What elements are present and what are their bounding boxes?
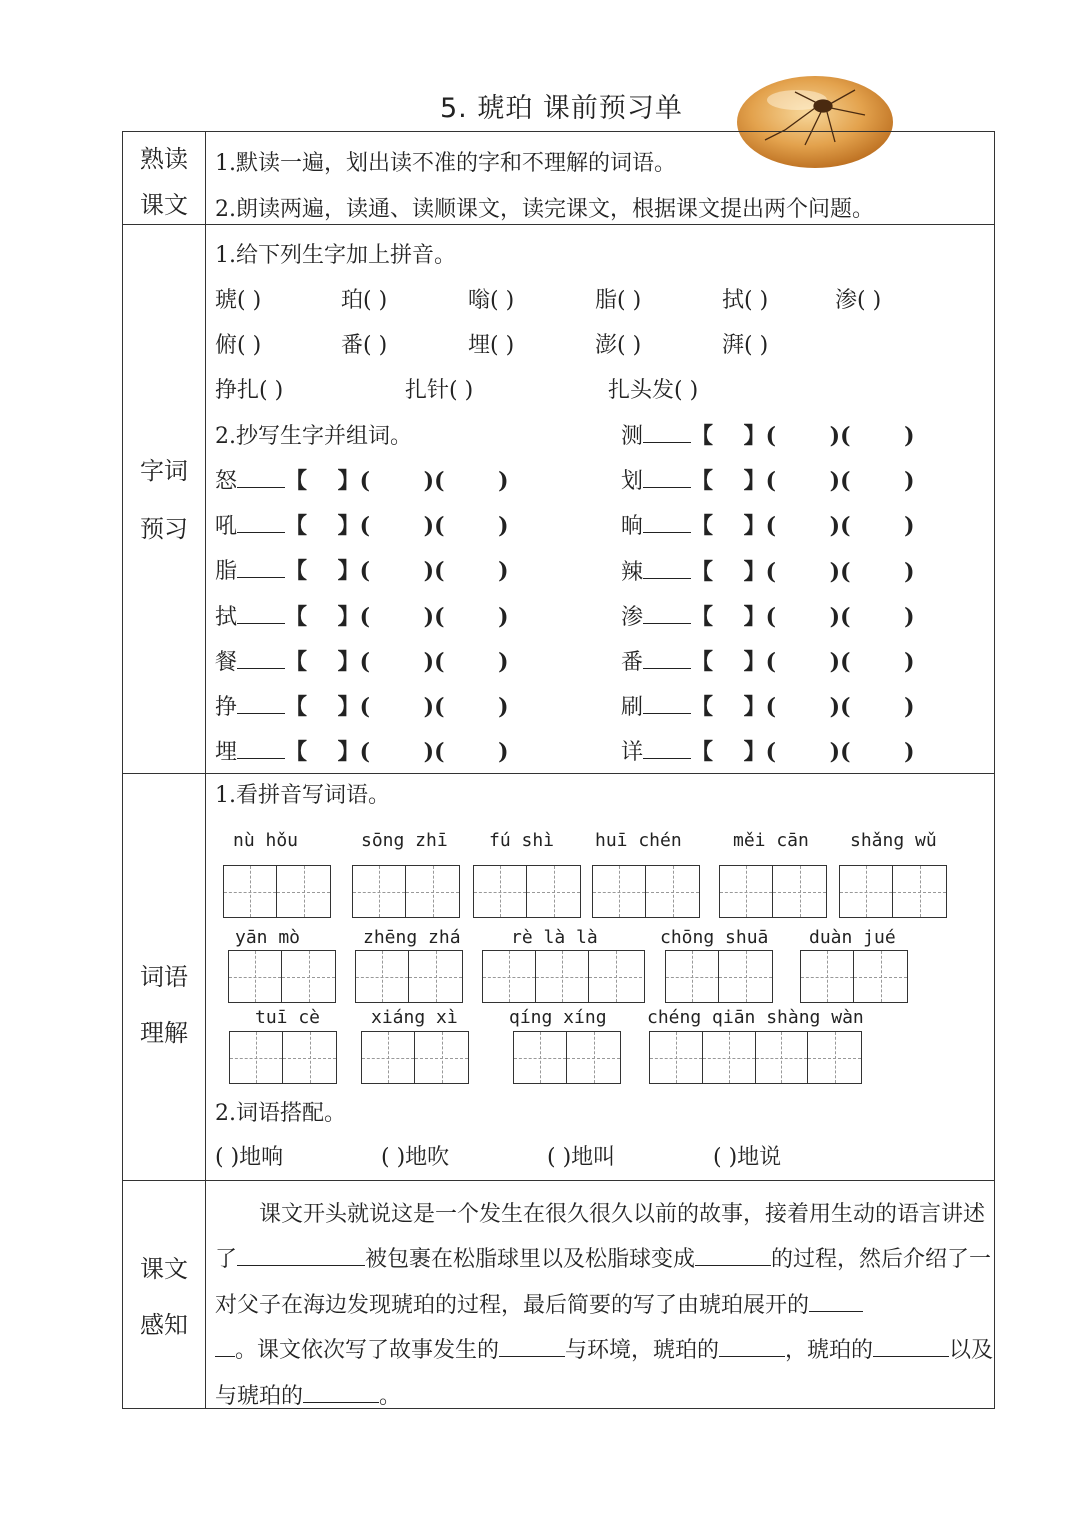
pinyin-item: 埋( ) [468, 333, 515, 358]
copy-word-row-right [621, 690, 915, 721]
copy-word-row-right [621, 645, 915, 676]
pinyin-item: 琥( ) [215, 288, 262, 313]
copy-blank[interactable] [643, 558, 691, 579]
pinyin-task-title: 1.给下列生字加上拼音。 [215, 243, 456, 268]
pinyin-label: zhēng zhá [363, 927, 461, 948]
character: 测 [621, 424, 644, 449]
blank-line[interactable] [303, 1382, 379, 1403]
section-label-vocab-2: 预习 [140, 515, 188, 543]
copy-blank[interactable] [237, 648, 285, 669]
writing-box[interactable] [361, 1031, 469, 1084]
copy-blank[interactable] [643, 422, 691, 443]
pinyin-item-zha-2: 扎针( ) [405, 378, 474, 403]
copy-blank[interactable] [237, 738, 285, 759]
matching-item: ( )地说 [713, 1145, 782, 1170]
pinyin-and-word-blanks[interactable]: 【 】( )( ) [691, 694, 915, 721]
copy-word-row-right [621, 509, 915, 540]
copy-blank[interactable] [237, 512, 285, 533]
writing-box[interactable] [473, 865, 581, 918]
text-segment: ，琥珀的 [785, 1338, 874, 1363]
pinyin-label: tuī cè [255, 1007, 321, 1028]
copy-word-row-left [215, 600, 509, 631]
pinyin-label: huī chén [595, 830, 682, 851]
pinyin-label: sōng zhī [361, 830, 448, 851]
character: 脂 [215, 559, 238, 585]
matching-item: ( )地响 [215, 1145, 284, 1170]
pinyin-and-word-blanks[interactable]: 【 】( )( ) [691, 513, 915, 540]
copy-blank[interactable] [237, 693, 285, 714]
pinyin-item: 嗡( ) [468, 288, 515, 313]
copy-word-row-right [621, 735, 915, 766]
comprehension-line-3 [215, 1288, 863, 1319]
section-label-text-2: 感知 [140, 1311, 188, 1339]
pinyin-item-zha-1: 挣扎( ) [215, 378, 284, 403]
pinyin-item: 渗( ) [835, 288, 882, 313]
pinyin-label: qíng xíng [509, 1007, 607, 1028]
pinyin-and-word-blanks[interactable]: 【 】( )( ) [691, 603, 915, 630]
pinyin-label: rè là là [511, 927, 598, 948]
copy-blank[interactable] [643, 512, 691, 533]
row-divider [123, 1180, 994, 1181]
character: 渗 [621, 604, 644, 630]
pinyin-label: xiáng xì [371, 1007, 458, 1028]
copy-word-row-right [621, 600, 915, 631]
text-segment: 对父子在海边发现琥珀的过程，最后简要的写了由琥珀展开的 [215, 1293, 810, 1318]
copy-blank[interactable] [237, 603, 285, 624]
preview-table [122, 131, 995, 1409]
section-label-words-2: 理解 [140, 1019, 188, 1047]
section-label-reading-2: 课文 [140, 191, 188, 219]
pinyin-label: yān mò [235, 927, 301, 948]
copy-word-row-left [215, 735, 509, 766]
copy-blank[interactable] [643, 738, 691, 759]
character: 晌 [621, 514, 644, 540]
pinyin-item: 番( ) [341, 333, 388, 358]
copy-blank[interactable] [643, 467, 691, 488]
row-divider [123, 773, 994, 774]
section-label-vocab-1: 字词 [140, 457, 188, 485]
text-segment: 。课文依次写了故事发生的 [235, 1338, 500, 1363]
copy-word-row-right [621, 464, 915, 495]
pinyin-label: chéng qiān shàng wàn [647, 1007, 864, 1028]
matching-item: ( )地叫 [547, 1145, 616, 1170]
text-segment: 的过程，然后介绍了一 [771, 1247, 992, 1272]
writing-box[interactable] [352, 865, 460, 918]
pinyin-label: nù hǒu [233, 830, 299, 851]
pinyin-item: 脂( ) [595, 288, 642, 313]
matching-task-title: 2.词语搭配。 [215, 1101, 346, 1126]
text-segment: 与环境，琥珀的 [565, 1338, 720, 1363]
writing-box[interactable] [482, 950, 645, 1003]
pinyin-and-word-blanks[interactable]: 【 】( )( ) [691, 739, 915, 766]
writing-box[interactable] [223, 865, 331, 918]
pinyin-words-task-title: 1.看拼音写词语。 [215, 783, 390, 808]
copy-word-row-left [215, 464, 509, 495]
comprehension-line-5 [215, 1379, 401, 1410]
section-label-text-1: 课文 [140, 1255, 188, 1283]
pinyin-and-word-blanks[interactable]: 【 】( )( ) [691, 423, 915, 449]
copy-word-row-left [215, 645, 509, 676]
character: 划 [621, 469, 644, 495]
pinyin-and-word-blanks[interactable]: 【 】( )( ) [285, 558, 509, 585]
character: 番 [621, 650, 644, 675]
text-segment: 。 [379, 1384, 402, 1409]
pinyin-label: fú shì [489, 830, 555, 851]
copy-blank[interactable] [643, 603, 691, 624]
blank-line[interactable] [237, 1245, 365, 1266]
blank-line[interactable] [695, 1245, 771, 1266]
row-divider [123, 224, 994, 225]
pinyin-item-zha-3: 扎头发( ) [608, 378, 699, 403]
pinyin-and-word-blanks[interactable]: 【 】( )( ) [285, 739, 509, 766]
copy-blank[interactable] [643, 693, 691, 714]
blank-line[interactable] [873, 1336, 949, 1357]
blank-line[interactable] [215, 1336, 235, 1357]
page-title: 5. 琥珀 课前预习单 [440, 93, 683, 124]
pinyin-and-word-blanks[interactable]: 【 】( )( ) [285, 648, 509, 675]
character: 详 [621, 740, 644, 766]
character: 吼 [215, 514, 238, 540]
pinyin-label: měi cān [733, 830, 809, 851]
text-segment: 被包裹在松脂球里以及松脂球变成 [365, 1247, 696, 1272]
reading-task-1: 1.默读一遍，划出读不准的字和不理解的词语。 [215, 151, 676, 176]
section-label-reading-1: 熟读 [140, 145, 188, 173]
character: 怒 [215, 469, 238, 494]
pinyin-and-word-blanks[interactable]: 【 】( )( ) [691, 558, 915, 585]
pinyin-and-word-blanks[interactable]: 【 】( )( ) [285, 603, 509, 630]
comprehension-line-2 [215, 1242, 991, 1273]
copy-word-row-left [215, 690, 509, 721]
pinyin-item: 湃( ) [722, 333, 769, 358]
pinyin-label: chōng shuā [660, 927, 769, 948]
column-divider [205, 132, 206, 1408]
writing-box[interactable] [229, 1031, 337, 1084]
matching-item: ( )地吹 [381, 1145, 450, 1170]
copy-blank[interactable] [237, 467, 285, 488]
character: 刷 [621, 695, 644, 721]
pinyin-item: 珀( ) [341, 288, 388, 313]
character: 挣 [215, 695, 238, 720]
writing-box[interactable] [355, 950, 463, 1003]
blank-line[interactable] [499, 1336, 565, 1357]
pinyin-item: 澎( ) [595, 333, 642, 358]
writing-box[interactable] [839, 865, 947, 918]
pinyin-and-word-blanks[interactable]: 【 】( )( ) [691, 468, 915, 495]
pinyin-label: shǎng wǔ [850, 830, 937, 851]
writing-box[interactable] [592, 865, 700, 918]
copy-task-title: 2.抄写生字并组词。 [215, 424, 412, 449]
reading-task-2: 2.朗读两遍，读通、读顺课文，读完课文，根据课文提出两个问题。 [215, 197, 874, 222]
text-segment: 了 [215, 1247, 238, 1272]
copy-word-row-right [621, 419, 915, 450]
pinyin-and-word-blanks[interactable]: 【 】( )( ) [691, 649, 915, 675]
pinyin-and-word-blanks[interactable]: 【 】( )( ) [285, 694, 509, 720]
writing-box[interactable] [513, 1031, 621, 1084]
section-label-words-1: 词语 [140, 963, 188, 991]
writing-box[interactable] [719, 865, 827, 918]
pinyin-and-word-blanks[interactable]: 【 】( )( ) [285, 468, 509, 494]
pinyin-label: duàn jué [809, 927, 896, 948]
writing-box[interactable] [228, 950, 336, 1003]
copy-blank[interactable] [643, 648, 691, 669]
pinyin-item: 俯( ) [215, 333, 262, 358]
writing-box[interactable] [800, 950, 908, 1003]
pinyin-and-word-blanks[interactable]: 【 】( )( ) [285, 513, 509, 540]
character: 拭 [215, 604, 238, 630]
writing-box[interactable] [665, 950, 773, 1003]
text-segment: 以及 [949, 1338, 994, 1363]
writing-box[interactable] [649, 1031, 862, 1084]
copy-word-row-right [621, 555, 915, 586]
pinyin-item: 拭( ) [722, 288, 769, 313]
character: 埋 [215, 740, 238, 766]
copy-word-row-left [215, 509, 509, 540]
character: 辣 [621, 559, 644, 585]
copy-blank[interactable] [237, 557, 285, 578]
copy-word-row-left [215, 554, 509, 585]
comprehension-line-4 [215, 1333, 993, 1364]
blank-line[interactable] [719, 1336, 785, 1357]
comprehension-line-1: 课文开头就说这是一个发生在很久很久以前的故事，接着用生动的语言讲述 [259, 1202, 986, 1227]
blank-line[interactable] [809, 1291, 863, 1312]
text-segment: 与琥珀的 [215, 1384, 304, 1409]
character: 餐 [215, 649, 238, 675]
